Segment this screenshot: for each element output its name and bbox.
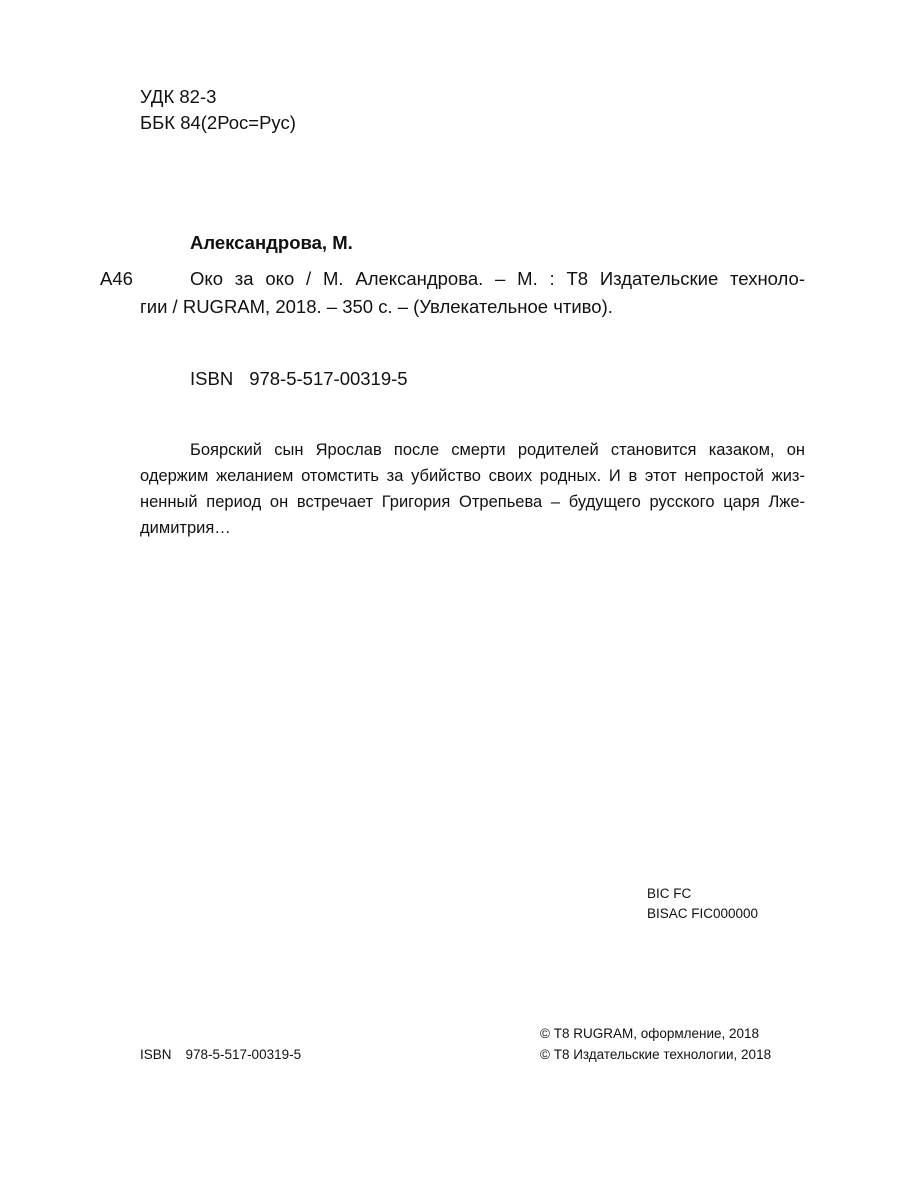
bic-code: BIC FC — [647, 886, 692, 901]
annotation-line: Боярский сын Ярослав после смерти родителей становится казаком, он — [190, 441, 805, 459]
annotation-line: димитрия… — [140, 519, 231, 537]
udk-code: УДК 82-3 — [140, 86, 217, 107]
author-code: А46 — [100, 268, 133, 289]
annotation-line: одержим желанием отомстить за убийство своих родных. И в этот непростой жиз- — [140, 467, 805, 485]
annotation-line: ненный период он встречает Григория Отрепьева – будущего русского царя Лже- — [140, 493, 805, 511]
bisac-code: BISAC FIC000000 — [647, 906, 759, 921]
author-heading: Александрова, М. — [190, 232, 353, 253]
isbn-number: 978-5-517-00319-5 — [249, 368, 408, 389]
copyright-publisher: © Т8 Издательские технологии, 2018 — [540, 1047, 772, 1062]
bibliographic-description — [140, 265, 805, 321]
isbn-footer-number: 978-5-517-00319-5 — [185, 1047, 302, 1062]
annotation — [140, 437, 805, 541]
isbn-main — [190, 365, 408, 393]
bbk-code: ББК 84(2Рос=Рус) — [140, 112, 296, 133]
isbn-footer — [140, 1045, 301, 1065]
isbn-label: ISBN — [190, 368, 234, 389]
isbn-footer-label: ISBN — [140, 1047, 172, 1062]
bibliographic-line: гии / RUGRAM, 2018. – 350 с. – (Увлекательное чтиво). — [140, 296, 613, 317]
copyright-design: © Т8 RUGRAM, оформление, 2018 — [540, 1026, 760, 1041]
bibliographic-line: Око за око / М. Александрова. – М. : Т8 Издательские техноло- — [190, 268, 805, 289]
